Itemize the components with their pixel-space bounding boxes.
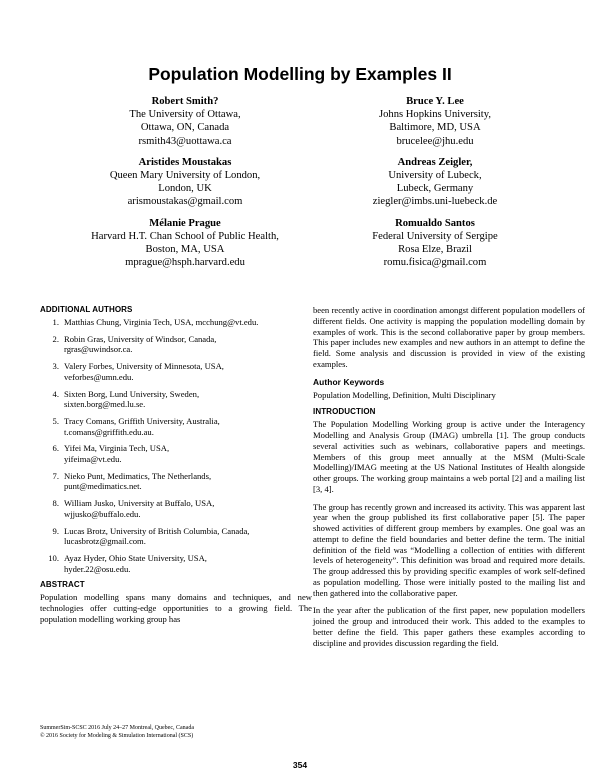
- list-item-text: [64, 317, 312, 328]
- left-column: [40, 305, 312, 632]
- list-item: [40, 416, 312, 437]
- author-name: Mélanie Prague: [149, 217, 221, 229]
- author-email: romu.fisica@gmail.com: [383, 257, 487, 269]
- author-card: [310, 217, 560, 270]
- author-row: [60, 217, 560, 270]
- list-item-text: [64, 334, 312, 355]
- author-location: Ottawa, ON, Canada: [140, 122, 230, 134]
- footnote-conference: SummerSim-SCSC 2016 July 24–27 Montreal, Quebec, Canada: [40, 725, 194, 731]
- author-affiliation: Harvard H.T. Chan School of Public Health,: [91, 230, 279, 242]
- list-item-text: [64, 443, 312, 464]
- list-item-number: 6.: [52, 443, 59, 454]
- author-name: Aristides Moustakas: [138, 156, 232, 168]
- list-item-number: 7.: [52, 470, 59, 481]
- list-item: [40, 526, 312, 547]
- abstract-heading: ABSTRACT: [40, 580, 85, 590]
- author-card: [310, 156, 560, 209]
- list-item-email: rgras@uwindsor.ca.: [64, 344, 133, 355]
- introduction-paragraph: In the year after the publication of the first paper, new population modellers joined the group and introduced their work. This added to the examples to better define the field. This paper gathers these examples according to discipline and provides discussion regarding the field.: [313, 605, 585, 648]
- list-item: [40, 498, 312, 519]
- author-affiliation: University of Lubeck,: [388, 170, 482, 182]
- introduction-paragraph: The Population Modelling Working group is active under the Interagency Modelling and Analysis Group (IMAG) umbrella [1]. The group conducts several activities such as webinars, collaborative papers and meetings. Members of this group meet annually at the MSM (Multi-Scale Modelling)/IMAG meeting at the US National Institutes of Health alongside other groups. The working group maintains a web portal [2] and a mailing list [3, 4].: [313, 419, 585, 494]
- list-item-line: Lucas Brotz, University of British Columbia, Canada,: [64, 525, 250, 536]
- list-item-line: Ayaz Hyder, Ohio State University, USA,: [64, 553, 207, 564]
- list-item-number: 4.: [52, 388, 59, 399]
- author-name: Bruce Y. Lee: [406, 96, 464, 107]
- list-item-number: 9.: [52, 525, 59, 536]
- author-email: ziegler@imbs.uni-luebeck.de: [372, 196, 498, 208]
- author-affiliation: The University of Ottawa,: [129, 109, 241, 121]
- list-item-line: Robin Gras, University of Windsor, Canada,: [64, 333, 217, 344]
- list-item-text: [64, 526, 312, 547]
- list-item-line: Yifei Ma, Virginia Tech, USA,: [64, 443, 170, 454]
- abstract-continued-text: been recently active in coordination amongst different population modellers of different fields. One activity is mapping the population modelling domain by examples of work. This is the second collaborative paper by group members. This paper includes new examples and new authors in an attempt to define the field. Some analysis and discussion is provided in view of the existing examples.: [313, 305, 585, 369]
- author-name: Robert Smith?: [151, 96, 219, 107]
- list-item-line: William Jusko, University at Buffalo, USA,: [64, 498, 215, 509]
- author-card: [310, 95, 560, 148]
- list-item-email: wjjusko@buffalo.edu.: [64, 508, 141, 519]
- list-item-line: Valery Forbes, University of Minnesota, USA,: [64, 361, 224, 372]
- list-item: [40, 361, 312, 382]
- list-item: [40, 334, 312, 355]
- introduction-heading: INTRODUCTION: [313, 407, 376, 417]
- list-item-number: 1.: [52, 317, 59, 327]
- list-item-text: [64, 498, 312, 519]
- list-item-email: yifeima@vt.edu.: [64, 453, 122, 464]
- author-name: Romualdo Santos: [395, 217, 475, 229]
- author-email: brucelee@jhu.edu: [396, 135, 474, 147]
- keywords-heading: Author Keywords: [313, 376, 385, 387]
- list-item-text: [64, 361, 312, 382]
- author-affiliation: Johns Hopkins University,: [378, 109, 492, 121]
- list-item-text: [64, 416, 312, 437]
- list-item: [40, 471, 312, 492]
- list-item-email: punt@medimatics.net.: [64, 481, 142, 492]
- list-item-email: sixten.borg@med.lu.se.: [64, 399, 146, 410]
- right-column: [313, 305, 585, 655]
- list-item-number: 8.: [52, 498, 59, 509]
- keywords-text: Population Modelling, Definition, Multi Disciplinary: [313, 389, 496, 400]
- list-item-email: lucasbrotz@gmail.com.: [64, 536, 146, 547]
- list-item-line: Nieko Punt, Medimatics, The Netherlands,: [64, 470, 212, 481]
- list-item-text: [64, 389, 312, 410]
- author-email: rsmith43@uottawa.ca: [138, 135, 232, 147]
- author-email: mprague@hsph.harvard.edu: [125, 257, 245, 269]
- conference-footnote: [40, 724, 194, 740]
- author-location: Lubeck, Germany: [396, 183, 474, 195]
- list-item-email: t.comans@griffith.edu.au.: [64, 426, 154, 437]
- list-item: [40, 443, 312, 464]
- page-number: 354: [292, 760, 308, 770]
- author-affiliation: Federal University of Sergipe: [372, 230, 498, 242]
- abstract-text: Population modelling spans many domains and techniques, and new technologies offer cutting-edge opportunities to a growing field. The population modelling working group has: [40, 592, 312, 624]
- author-row: [60, 95, 560, 148]
- list-item-number: 10.: [48, 553, 59, 564]
- author-location: Rosa Elze, Brazil: [398, 244, 472, 256]
- list-item-text: [64, 471, 312, 492]
- author-name: Andreas Zeigler,: [397, 156, 473, 168]
- author-affiliation: Queen Mary University of London,: [109, 170, 261, 182]
- author-location: Baltimore, MD, USA: [389, 122, 481, 134]
- author-block: [60, 95, 560, 277]
- list-item-number: 3.: [52, 361, 59, 372]
- additional-authors-list: [40, 317, 312, 574]
- author-email: arismoustakas@gmail.com: [127, 196, 243, 208]
- list-item: [40, 389, 312, 410]
- author-row: [60, 156, 560, 209]
- list-item-email: hyder.22@osu.edu.: [64, 563, 131, 574]
- list-item-line: Sixten Borg, Lund University, Sweden,: [64, 388, 200, 399]
- list-item-email: veforbes@umn.edu.: [64, 371, 134, 382]
- paper-title: Population Modelling by Examples II: [148, 64, 452, 84]
- footnote-copyright: © 2016 Society for Modeling & Simulation International (SCS): [40, 733, 194, 739]
- author-card: [60, 217, 310, 270]
- list-item-number: 2.: [52, 333, 59, 344]
- author-location: Boston, MA, USA: [145, 244, 225, 256]
- list-item-line: Tracy Comans, Griffith University, Australia,: [64, 416, 220, 427]
- introduction-paragraph: The group has recently grown and increased its activity. This was apparent last year when the group published its first collaborative paper [5]. The paper showed activities of different group members by examples. One goal was an attempt to define the field boundaries and better define the term. The initial definition of the field was “Modelling a collection of entities with different levels of heterogeneity”. This definition was broad and required more details. The group addressed this by providing specific examples of work self-defined as population modelling. Those were initially posted to the mailing list and then gathered into the collaborative paper.: [313, 501, 585, 598]
- list-item-text: [64, 553, 312, 574]
- author-location: London, UK: [158, 183, 212, 195]
- list-item: [40, 553, 312, 574]
- author-card: [60, 156, 310, 209]
- list-item-number: 5.: [52, 416, 59, 427]
- list-item-line: Matthias Chung, Virginia Tech, USA, mcchung@vt.edu.: [64, 317, 259, 327]
- additional-authors-heading: ADDITIONAL AUTHORS: [40, 305, 133, 314]
- list-item: [40, 317, 312, 328]
- author-card: [60, 95, 310, 148]
